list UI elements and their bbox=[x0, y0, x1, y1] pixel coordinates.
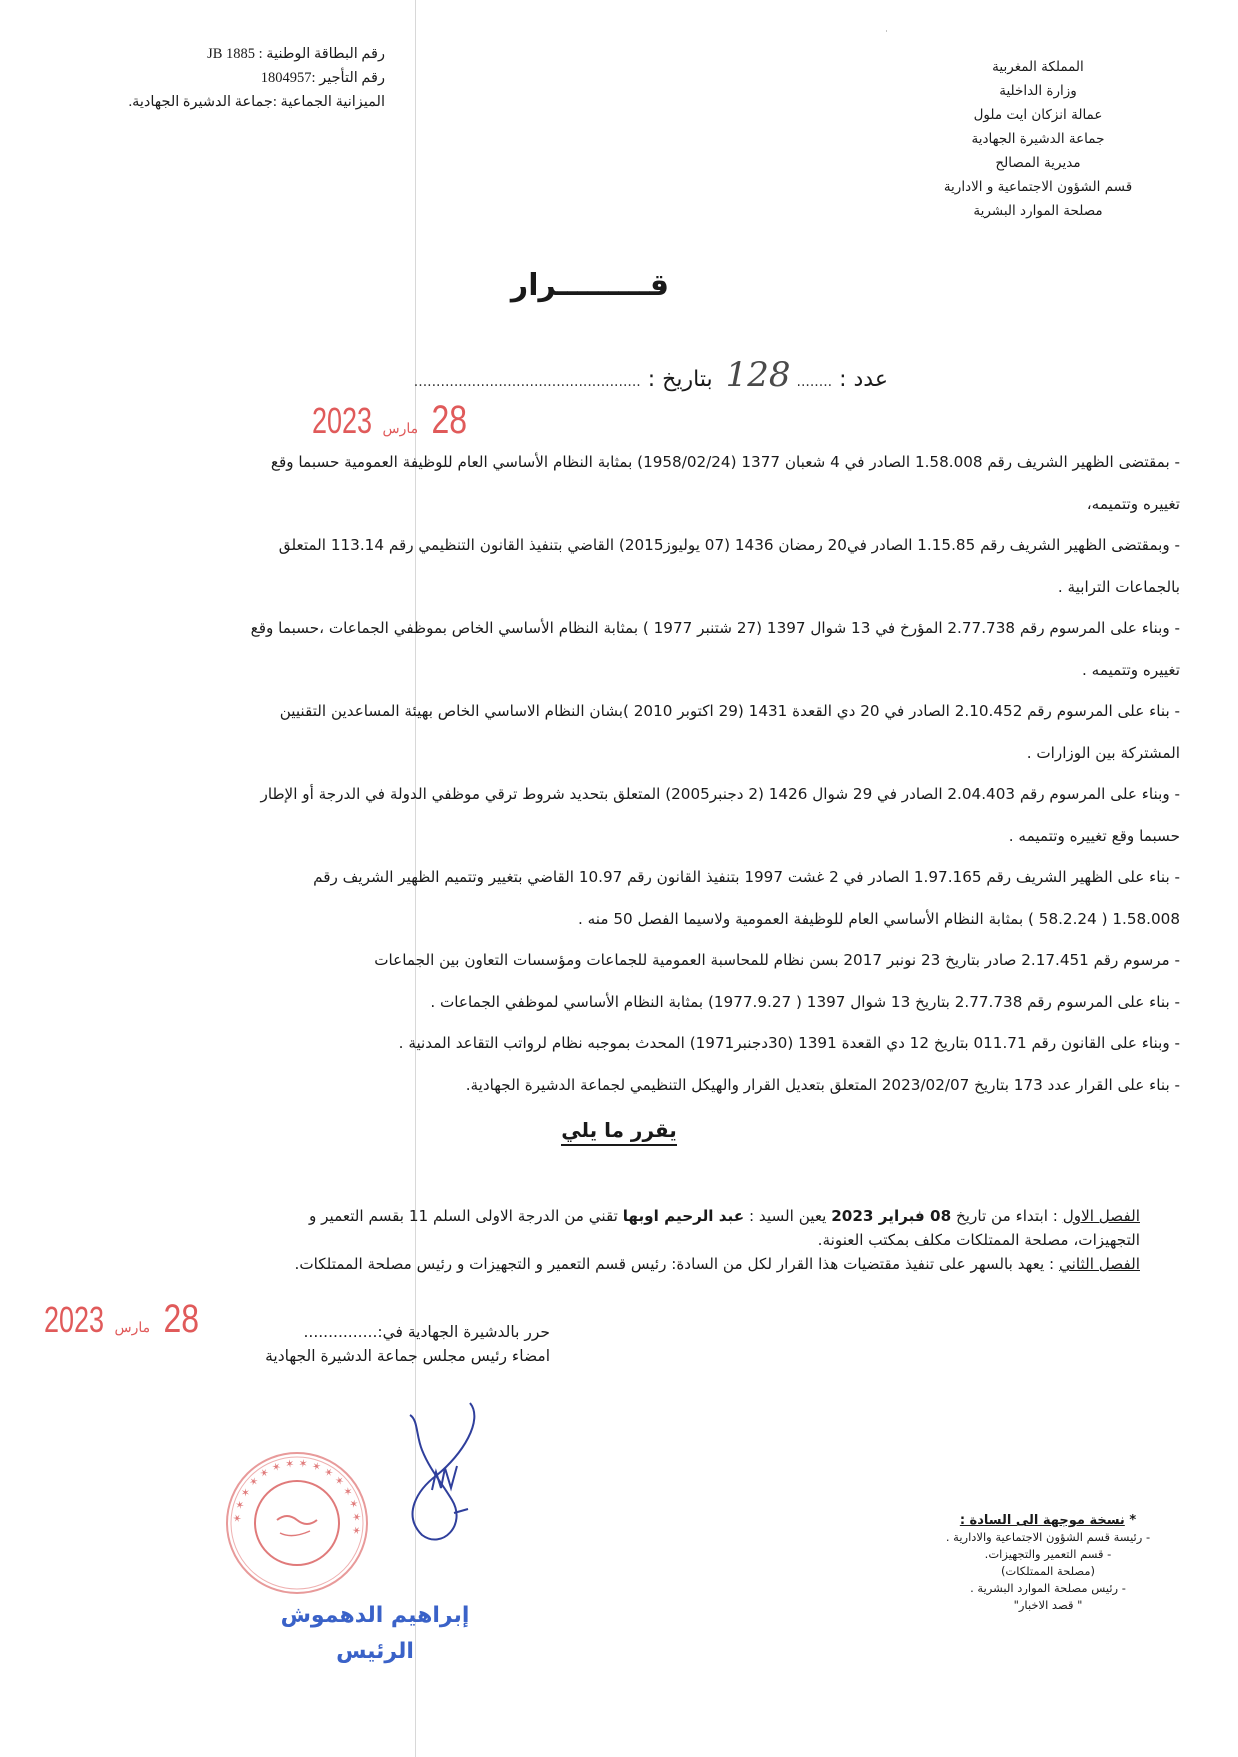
official-seal bbox=[222, 1448, 372, 1598]
decides-heading-text: يقرر ما يلي bbox=[561, 1118, 677, 1146]
date-stamp-top bbox=[312, 398, 471, 443]
signer-stamp bbox=[255, 1598, 495, 1670]
recital-line: - بناء على المرسوم رقم 2.77.738 بتاريخ 13 شوال 1397 ( 1977.9.27) بمثابة النظام الأساسي لموظفي الجماعات . bbox=[430, 992, 1180, 1011]
recital-line: بالجماعات الترابية . bbox=[1057, 577, 1180, 596]
drafted-place: حرر بالدشيرة الجهادية في:............... bbox=[303, 1323, 550, 1341]
article-1-date: 08 فبراير 2023 bbox=[831, 1207, 952, 1225]
recital-line: - وبناء على المرسوم رقم 2.04.403 الصادر في 29 شوال 1426 (2 دجنبر2005) المتعلق بتحديد شروط ترقي موظفي الدولة في الدرجة أو الإطار bbox=[260, 785, 1180, 803]
stamp-year: 2023 bbox=[312, 400, 373, 441]
article-1-text: يعين السيد : bbox=[744, 1207, 832, 1225]
article-1-line-2: التجهيزات، مصلحة الممتلكات مكلف بمكتب العنونة. bbox=[817, 1231, 1140, 1249]
recital-line: - وبمقتضى الظهير الشريف رقم 1.15.85 الصادر في20 رمضان 1436 (07 يوليوز2015) القاضي بتنفيذ القانون التنظيمي رقم 113.14 المتعلق bbox=[278, 536, 1180, 554]
copy-recipient: - رئيس مصلحة الموارد البشرية . bbox=[970, 1581, 1126, 1595]
article-1-label: الفصل الاول bbox=[1062, 1207, 1140, 1225]
number-dots: ........ bbox=[796, 374, 833, 390]
administrative-header bbox=[908, 55, 1168, 223]
payroll-number: رقم التأجير :1804957 bbox=[260, 70, 385, 86]
stamp-day: 28 bbox=[163, 1297, 199, 1341]
copies-list bbox=[928, 1512, 1168, 1614]
article-1-text: تقني من الدرجة الاولى السلم 11 بقسم التعمير و bbox=[308, 1207, 623, 1225]
recital-line: - وبناء على المرسوم رقم 2.77.738 المؤرخ في 13 شوال 1397 (27 شتنبر 1977 ) بمثابة النظام الأساسي الخاص بموظفي الجماعات ،حسبما وقع bbox=[250, 619, 1180, 637]
scan-speck: ˙ bbox=[884, 30, 889, 41]
article-2-text: : يعهد بالسهر على تنفيذ مقتضيات هذا القرار لكل من السادة: رئيس قسم التعمير و التجهيزات و رئيس مصلحة الممتلكات. bbox=[294, 1255, 1060, 1273]
signature-caption: امضاء رئيس مجلس جماعة الدشيرة الجهادية bbox=[265, 1347, 550, 1365]
header-line-service: مصلحة الموارد البشرية bbox=[973, 203, 1103, 219]
asterisk-icon: * bbox=[1129, 1513, 1137, 1528]
header-line-commune: جماعة الدشيرة الجهادية bbox=[971, 131, 1105, 147]
recital-line: - مرسوم رقم 2.17.451 صادر بتاريخ 23 نونبر 2017 بسن نظام للمحاسبة العمومية للجماعات ومؤسسات التعاون بين الجماعات bbox=[374, 951, 1180, 969]
copies-heading-text: نسخة موجهة الى السادة : bbox=[959, 1513, 1125, 1528]
copy-recipient: - رئيسة قسم الشؤون الاجتماعية والادارية . bbox=[945, 1530, 1151, 1544]
header-line-division: قسم الشؤون الاجتماعية و الادارية bbox=[943, 179, 1133, 195]
recital-line: حسبما وقع تغييره وتتميمه . bbox=[1008, 826, 1180, 845]
decides-heading bbox=[0, 1118, 1238, 1142]
svg-text:✶ ✶ ✶ ✶ ✶ ✶ ✶ ✶ ✶ ✶ ✶ ✶ ✶ ✶ ✶: ✶ ✶ ✶ ✶ ✶ ✶ ✶ ✶ ✶ ✶ ✶ ✶ ✶ ✶ ✶ bbox=[230, 1456, 364, 1536]
article-1-text: : ابتداء من تاريخ bbox=[951, 1207, 1063, 1225]
national-id: رقم البطاقة الوطنية : JB 1885 bbox=[207, 46, 385, 62]
drafted-block bbox=[150, 1320, 550, 1368]
recital-line: المشتركة بين الوزارات . bbox=[1026, 743, 1180, 762]
decision-number-line bbox=[414, 355, 888, 395]
article-1 bbox=[100, 1204, 1140, 1228]
date-dots: ................................................... bbox=[413, 374, 641, 390]
recital-line: 1.58.008 ( 58.2.24 ) بمثابة النظام الأساسي العام للوظيفة العمومية ولاسيما الفصل 50 منه . bbox=[578, 909, 1180, 928]
stamp-year: 2023 bbox=[44, 1299, 105, 1340]
handwritten-number: 128 bbox=[725, 355, 791, 395]
recital-line: تغييره وتتميمه . bbox=[1082, 660, 1180, 679]
date-label: بتاريخ : bbox=[647, 367, 713, 392]
number-label: عدد : bbox=[839, 367, 888, 392]
stamp-month: مارس bbox=[382, 420, 419, 436]
recital-line: تغييره وتتميمه، bbox=[1086, 494, 1180, 513]
copy-recipient: - قسم التعمير والتجهيزات. bbox=[984, 1547, 1112, 1561]
recital-line: - بناء على القرار عدد 173 بتاريخ 2023/02/07 المتعلق بتعديل القرار والهيكل التنظيمي لجماعة الدشيرة الجهادية. bbox=[465, 1075, 1180, 1094]
signer-title: الرئيس bbox=[336, 1639, 414, 1664]
budget-line: الميزانية الجماعية :جماعة الدشيرة الجهادية. bbox=[128, 94, 385, 110]
recital-line: - بمقتضى الظهير الشريف رقم 1.58.008 الصادر في 4 شعبان 1377 (1958/02/24) بمثابة النظام الأساسي العام للوظيفة العمومية حسبما وقع bbox=[270, 453, 1180, 471]
stamp-day: 28 bbox=[431, 398, 467, 442]
employee-identifiers bbox=[115, 42, 385, 114]
articles bbox=[100, 1204, 1140, 1276]
appointee-name: عبد الرحيم اوبها bbox=[622, 1207, 745, 1225]
recital-line: - بناء على الظهير الشريف رقم 1.97.165 الصادر في 2 غشت 1997 بتنفيذ القانون رقم 10.97 القاضي بتغيير وتتميم الظهير الشريف رقم bbox=[313, 868, 1180, 886]
copies-heading bbox=[928, 1512, 1168, 1529]
legal-recitals bbox=[55, 442, 1180, 1106]
header-line-prefecture: عمالة انزكان ايت ملول bbox=[973, 107, 1103, 123]
header-line-directorate: مديرية المصالح bbox=[995, 155, 1081, 171]
recital-line: - وبناء على القانون رقم 011.71 بتاريخ 12 دي القعدة 1391 (30دجنبر1971) المحدث بموجبه نظام لرواتب التقاعد المدنية . bbox=[398, 1034, 1180, 1052]
stamp-month: مارس bbox=[114, 1319, 151, 1335]
document-title: قـــــــــرار bbox=[510, 268, 670, 303]
signer-name: إبراهيم الدهموش bbox=[280, 1603, 470, 1628]
copy-recipient: (مصلحة الممتلكات) bbox=[1000, 1564, 1096, 1578]
copy-purpose: " قصد الاخبار" bbox=[1013, 1598, 1083, 1612]
header-line-kingdom: المملكة المغربية bbox=[992, 59, 1084, 75]
recital-line: - بناء على المرسوم رقم 2.10.452 الصادر في 20 دي القعدة 1431 (29 اكتوبر 2010 )بشان النظام الاساسي الخاص بهيئة المساعدين التقنيين bbox=[279, 702, 1180, 720]
article-2 bbox=[100, 1252, 1140, 1276]
handwritten-signature bbox=[392, 1395, 492, 1550]
article-2-label: الفصل الثاني bbox=[1059, 1255, 1140, 1273]
header-line-ministry: وزارة الداخلية bbox=[999, 83, 1077, 99]
